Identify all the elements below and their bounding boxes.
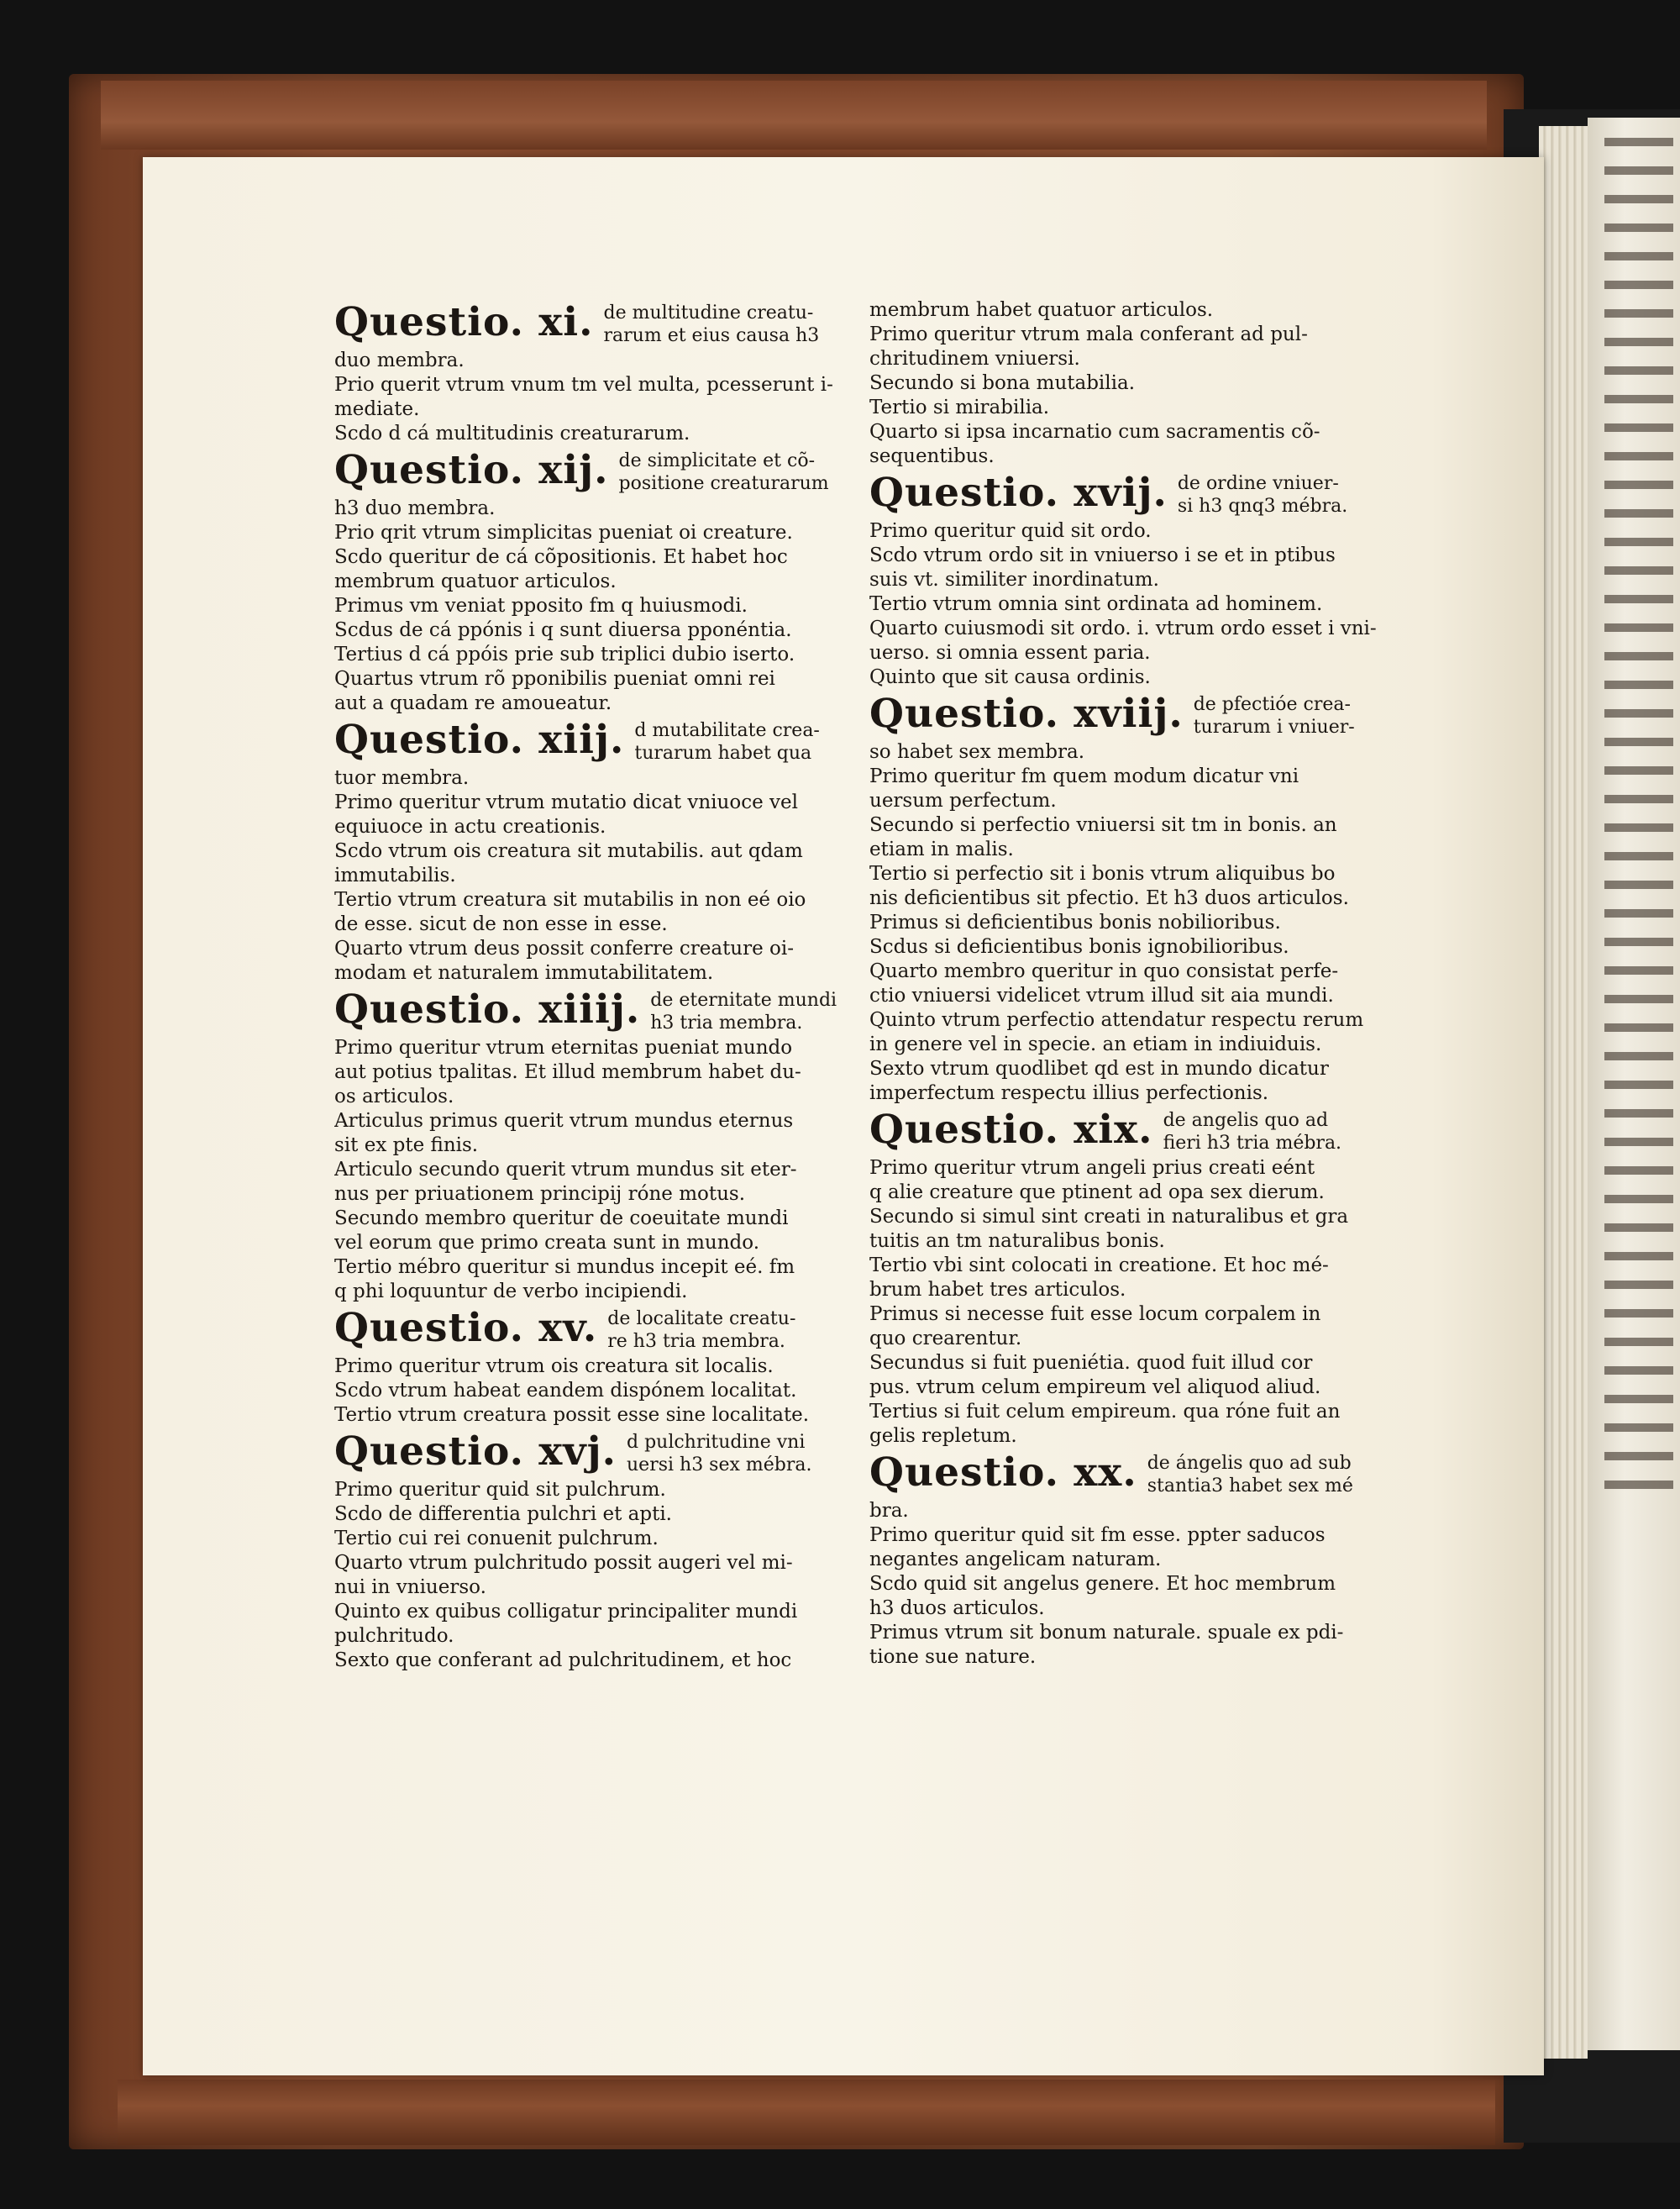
- text-line: h3 duos articulos.: [869, 1597, 1045, 1619]
- text-line: Secundo si simul sint creati in naturalibus et gra: [869, 1206, 1349, 1228]
- text-line: Scdus si deficientibus bonis ignobilioribus.: [869, 936, 1289, 958]
- text-line: bra.: [869, 1500, 909, 1522]
- question-heading: [334, 986, 851, 1034]
- text-line: gelis repletum.: [869, 1425, 1017, 1447]
- text-line: uersum perfectum.: [869, 790, 1057, 812]
- left-text-column: [334, 298, 851, 1673]
- question-description: [1178, 472, 1347, 518]
- text-line: Tertio mébro queritur si mundus incepit eé. fm: [334, 1256, 795, 1278]
- question-heading: [334, 719, 851, 765]
- text-line: Secundo membro queritur de coeuitate mundi: [334, 1207, 789, 1229]
- text-line: imperfectum respectu illius perfectionis.: [869, 1082, 1269, 1104]
- text-line: nui in vniuerso.: [334, 1576, 486, 1598]
- text-line: negantes angelicam naturam.: [869, 1549, 1162, 1570]
- description-line: uersi h3 sex mébra.: [627, 1454, 812, 1475]
- text-line: de esse. sicut de non esse in esse.: [334, 913, 668, 935]
- text-line: brum habet tres articulos.: [869, 1279, 1126, 1301]
- text-line: Scdo vtrum habeat eandem dispónem localitat.: [334, 1380, 797, 1402]
- text-line: Tertio vbi sint colocati in creatione. Et hoc mé-: [869, 1254, 1329, 1276]
- text-line: duo membra.: [334, 350, 465, 371]
- question-title: Questio. xiij.: [334, 717, 625, 763]
- description-line: de ordine vniuer-: [1177, 473, 1339, 494]
- text-line: Tertio vtrum creatura sit mutabilis in non eé oio: [334, 889, 806, 911]
- text-line: nus per priuationem principij róne motus.: [334, 1183, 746, 1205]
- text-line: Articulus primus querit vtrum mundus eternus: [334, 1110, 794, 1132]
- text-line: Tertio vtrum omnia sint ordinata ad hominem.: [869, 593, 1323, 615]
- description-line: de angelis quo ad: [1163, 1110, 1329, 1131]
- text-line: Quarto cuiusmodi sit ordo. i. vtrum ordo esset i vni-: [869, 618, 1377, 639]
- description-line: de pfectióe crea-: [1193, 694, 1351, 715]
- text-line: Primus si necesse fuit esse locum corpalem in: [869, 1303, 1321, 1325]
- text-line: Primus si deficientibus bonis nobilioribus.: [869, 912, 1281, 934]
- text-line: equiuoce in actu creationis.: [334, 816, 606, 838]
- question-title: Questio. xij.: [334, 447, 609, 493]
- description-line: de simplicitate et cõ-: [618, 450, 816, 471]
- question-title: Questio. xv.: [334, 1305, 598, 1351]
- text-line: Quinto vtrum perfectio attendatur respectu rerum: [869, 1009, 1364, 1031]
- description-line: de eternitate mundi: [650, 990, 837, 1011]
- cover-bottom-edge: [118, 2080, 1495, 2145]
- description-line: positione creaturarum: [618, 473, 829, 494]
- text-line: chritudinem vniuersi.: [869, 348, 1080, 370]
- text-line: Tertio si perfectio sit i bonis vtrum aliquibus bo: [869, 863, 1336, 885]
- adjacent-page: [1588, 118, 1680, 2050]
- text-line: Quarto si ipsa incarnatio cum sacramentis cõ-: [869, 421, 1320, 443]
- text-line: Scdo queritur de cá cõpositionis. Et habet hoc: [334, 546, 788, 568]
- question-description: [607, 1307, 795, 1353]
- text-line: in genere vel in specie. an etiam in indiuiduis.: [869, 1033, 1322, 1055]
- question-description: [604, 302, 820, 347]
- text-line: Sexto vtrum quodlibet qd est in mundo dicatur: [869, 1058, 1329, 1080]
- text-line: Tertio si mirabilia.: [869, 397, 1050, 418]
- question-description: [1163, 1109, 1342, 1154]
- question-title: Questio. xx.: [869, 1449, 1137, 1496]
- text-line: suis vt. similiter inordinatum.: [869, 569, 1159, 591]
- text-line: sit ex pte finis.: [334, 1134, 479, 1156]
- description-line: fieri h3 tria mébra.: [1163, 1133, 1342, 1154]
- text-line: pus. vtrum celum empireum vel aliquod aliud.: [869, 1376, 1321, 1398]
- description-line: rarum et eius causa h3: [603, 325, 820, 346]
- text-line: Scdo vtrum ois creatura sit mutabilis. aut qdam: [334, 840, 803, 862]
- question-title: Questio. xvj.: [334, 1428, 617, 1475]
- text-line: quo crearentur.: [869, 1328, 1022, 1349]
- question-heading: [334, 1428, 851, 1476]
- description-line: si h3 qnq3 mébra.: [1177, 496, 1348, 517]
- text-line: Secundo si perfectio vniuersi sit tm in bonis. an: [869, 814, 1337, 836]
- text-line: Articulo secundo querit vtrum mundus sit eter-: [334, 1159, 797, 1181]
- text-line: os articulos.: [334, 1086, 454, 1107]
- text-line: sequentibus.: [869, 445, 995, 467]
- text-line: Scdus de cá ppónis i q sunt diuersa pponéntia.: [334, 619, 792, 641]
- question-heading: [334, 299, 851, 347]
- text-line: Tertius d cá ppóis prie sub triplici dubio iserto.: [334, 644, 795, 665]
- right-text-column: [869, 298, 1399, 1670]
- text-line: Scdo vtrum ordo sit in vniuerso i se et in ptibus: [869, 544, 1336, 566]
- cover-top-edge: [101, 81, 1487, 150]
- description-line: h3 tria membra.: [650, 1012, 803, 1033]
- text-line: q alie creature que ptinent ad opa sex dierum.: [869, 1181, 1325, 1203]
- question-description: [627, 1431, 811, 1476]
- text-line: Quarto membro queritur in quo consistat perfe-: [869, 960, 1339, 982]
- description-line: de ángelis quo ad sub: [1147, 1453, 1352, 1474]
- text-line: ctio vniuersi videlicet vtrum illud sit aia mundi.: [869, 985, 1334, 1007]
- text-line: Quartus vtrum rõ pponibilis pueniat omni rei: [334, 668, 775, 690]
- text-line: so habet sex membra.: [869, 741, 1085, 763]
- text-line: Prio qrit vtrum simplicitas pueniat oi creature.: [334, 522, 793, 544]
- text-line: Prio querit vtrum vnum tm vel multa, pcesserunt i-: [334, 374, 833, 396]
- text-line: membrum quatuor articulos.: [334, 571, 617, 592]
- text-line: Tertius si fuit celum empireum. qua róne fuit an: [869, 1401, 1341, 1423]
- question-title: Questio. xvij.: [869, 470, 1168, 516]
- question-description: [1194, 693, 1355, 739]
- text-line: Primo queritur vtrum mutatio dicat vniuoce vel: [334, 792, 798, 813]
- text-line: Tertio vtrum creatura possit esse sine localitate.: [334, 1404, 810, 1426]
- text-line: Tertio cui rei conuenit pulchrum.: [334, 1528, 659, 1549]
- text-line: nis deficientibus sit pfectio. Et h3 duos articulos.: [869, 887, 1349, 909]
- text-line: vel eorum que primo creata sunt in mundo.: [334, 1232, 759, 1254]
- question-description: [619, 450, 829, 495]
- question-description: [634, 719, 819, 765]
- text-line: Quarto vtrum pulchritudo possit augeri vel mi-: [334, 1552, 793, 1574]
- question-heading: [334, 447, 851, 495]
- text-line: tuor membra.: [334, 767, 470, 789]
- text-line: Primo queritur quid sit ordo.: [869, 520, 1152, 542]
- text-line: mediate.: [334, 398, 420, 420]
- text-line: aut a quadam re amoueatur.: [334, 692, 612, 714]
- question-description: [650, 989, 837, 1034]
- text-line: membrum habet quatuor articulos.: [869, 299, 1214, 321]
- text-line: Primo queritur fm quem modum dicatur vni: [869, 765, 1299, 787]
- question-heading: [869, 472, 1399, 518]
- text-line: Primo queritur quid sit fm esse. ppter saducos: [869, 1524, 1326, 1546]
- page-edges: [1539, 126, 1588, 2059]
- text-line: Secundus si fuit pueniétia. quod fuit illud cor: [869, 1352, 1313, 1374]
- question-title: Questio. xi.: [334, 299, 594, 345]
- text-line: Primo queritur vtrum eternitas pueniat mundo: [334, 1037, 793, 1059]
- text-line: Primus vm veniat pposito fm q huiusmodi.: [334, 595, 748, 617]
- description-line: turarum habet qua: [634, 743, 812, 764]
- text-line: Primus vtrum sit bonum naturale. spuale ex pdi-: [869, 1622, 1344, 1644]
- text-line: Quarto vtrum deus possit conferre creature oi-: [334, 938, 795, 960]
- question-title: Questio. xviij.: [869, 691, 1184, 737]
- text-line: Scdo de differentia pulchri et apti.: [334, 1503, 672, 1525]
- text-line: etiam in malis.: [869, 839, 1014, 860]
- text-line: Sexto que conferant ad pulchritudinem, et hoc: [334, 1649, 792, 1671]
- text-line: Quinto ex quibus colligatur principaliter mundi: [334, 1601, 798, 1623]
- text-line: modam et naturalem immutabilitatem.: [334, 962, 714, 984]
- question-description: [1147, 1452, 1353, 1497]
- text-line: Quinto que sit causa ordinis.: [869, 666, 1151, 688]
- description-line: de localitate creatu-: [607, 1308, 796, 1329]
- text-line: Scdo d cá multitudinis creaturarum.: [334, 423, 690, 444]
- text-line: h3 duo membra.: [334, 497, 496, 519]
- description-line: turarum i vniuer-: [1193, 717, 1355, 738]
- text-line: Primo queritur quid sit pulchrum.: [334, 1479, 666, 1501]
- question-heading: [869, 693, 1399, 739]
- question-heading: [869, 1109, 1399, 1154]
- text-line: Scdo quid sit angelus genere. Et hoc membrum: [869, 1573, 1336, 1595]
- text-line: Primo queritur vtrum mala conferant ad pul-: [869, 323, 1308, 345]
- text-line: q phi loquuntur de verbo incipiendi.: [334, 1281, 688, 1302]
- description-line: d mutabilitate crea-: [634, 720, 820, 741]
- question-title: Questio. xix.: [869, 1107, 1153, 1153]
- question-title: Questio. xiiij.: [334, 986, 641, 1033]
- text-line: Primo queritur vtrum angeli prius creati eént: [869, 1157, 1315, 1179]
- text-line: Primo queritur vtrum ois creatura sit localis.: [334, 1355, 774, 1377]
- text-line: immutabilis.: [334, 865, 456, 886]
- text-line: uerso. si omnia essent paria.: [869, 642, 1151, 664]
- text-line: Secundo si bona mutabilia.: [869, 372, 1136, 394]
- text-line: aut potius tpalitas. Et illud membrum habet du-: [334, 1061, 801, 1083]
- description-line: stantia3 habet sex mé: [1147, 1475, 1353, 1496]
- description-line: re h3 tria membra.: [607, 1331, 785, 1352]
- text-line: tione sue nature.: [869, 1646, 1037, 1668]
- text-line: tuitis an tm naturalibus bonis.: [869, 1230, 1165, 1252]
- description-line: de multitudine creatu-: [603, 302, 814, 323]
- question-heading: [869, 1449, 1399, 1497]
- question-heading: [334, 1307, 851, 1353]
- text-line: pulchritudo.: [334, 1625, 454, 1647]
- description-line: d pulchritudine vni: [627, 1432, 806, 1453]
